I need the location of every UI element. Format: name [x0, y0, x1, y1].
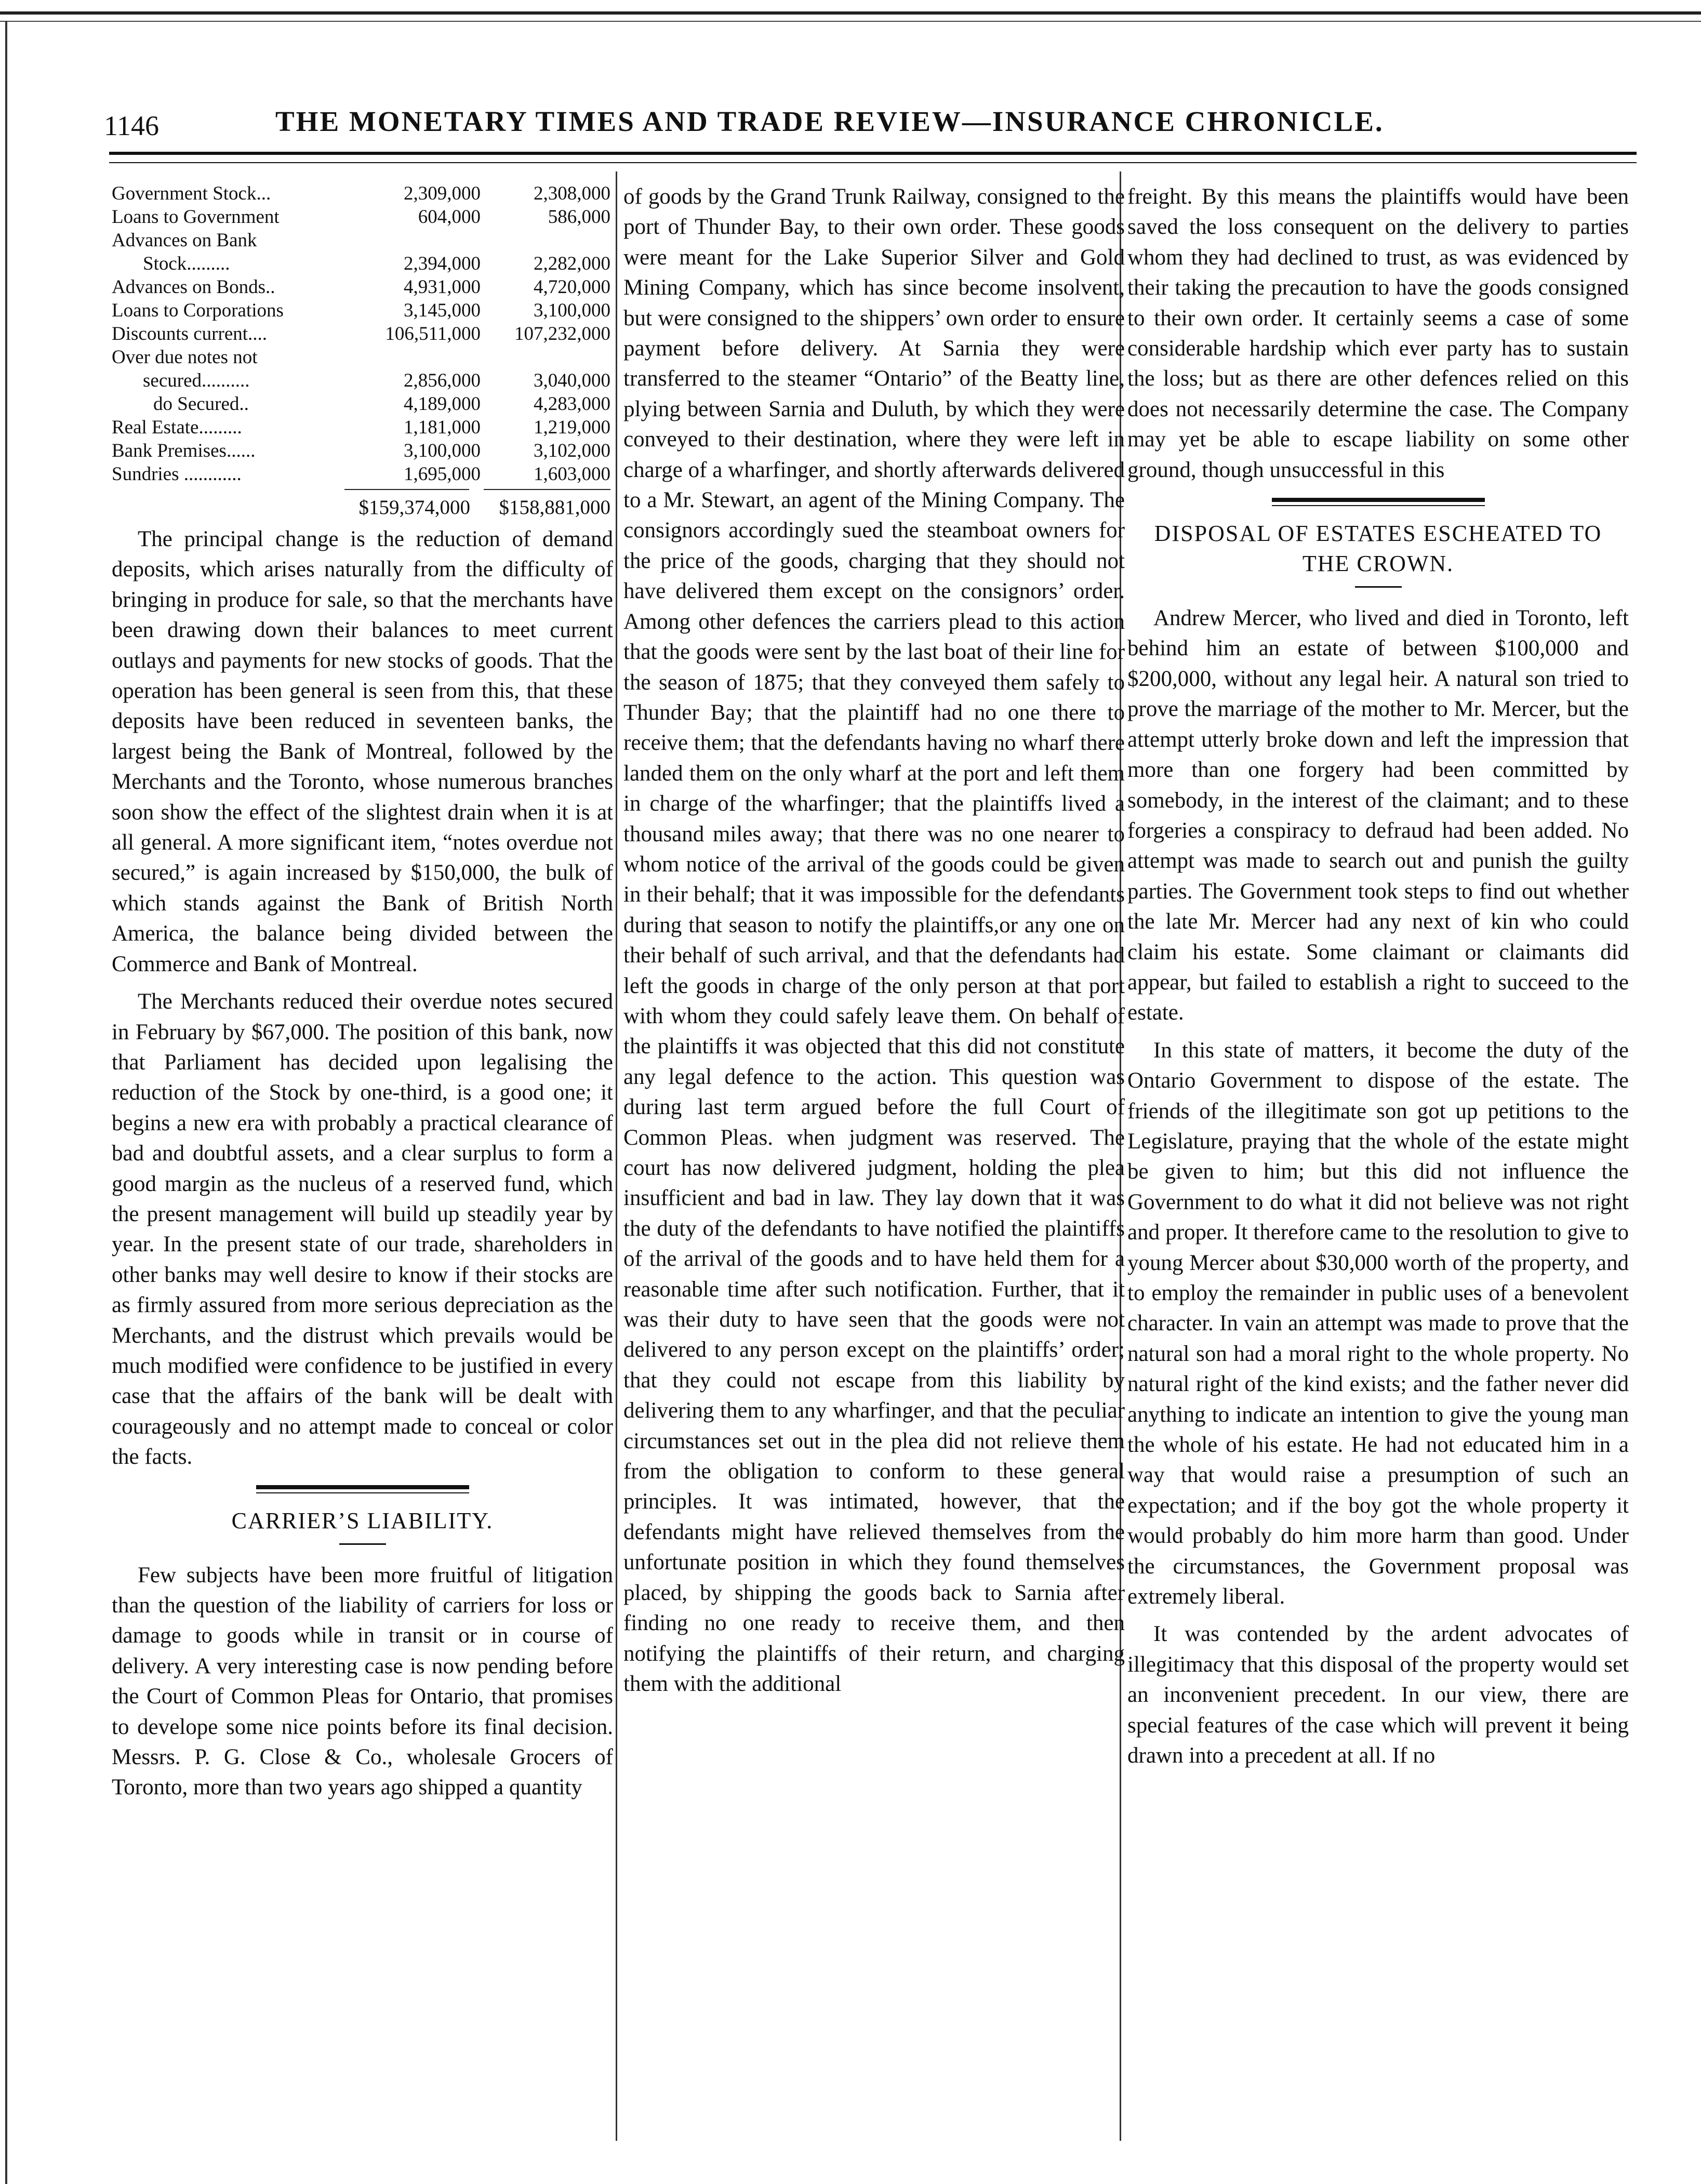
row-value-a: 4,931,000 [403, 276, 481, 298]
row-value-b [481, 346, 610, 369]
total-a: $159,374,000 [358, 496, 470, 519]
row-value-b: 586,000 [548, 206, 610, 228]
row-value-b: 1,603,000 [534, 464, 610, 485]
running-head: THE MONETARY TIMES AND TRADE REVIEW—INSURANCE CHRONICLE. [275, 105, 1384, 137]
section-heading: DISPOSAL OF ESTATES ESCHEATED TO THE CROWN. [1154, 521, 1602, 577]
bank-statement-table [112, 182, 610, 486]
table-row [112, 416, 610, 439]
heading-underline [1355, 586, 1402, 588]
row-label: Real Estate......... [112, 417, 242, 438]
table-row [112, 229, 610, 252]
section-rule-thick [256, 1485, 469, 1489]
row-value-a: 3,145,000 [403, 300, 481, 321]
sum-rule [344, 489, 469, 490]
row-value-a: 106,511,000 [385, 323, 481, 345]
table-row [112, 462, 610, 486]
section-rule-thin [256, 1492, 469, 1493]
section-divider [1127, 496, 1629, 511]
article-paragraph: It was contended by the ardent advocates of illegitimacy that this disposal of the property would set an inconvenient precedent. In our view, there are special features of the case which will prevent it being drawn into a precedent at all. If no [1127, 1622, 1629, 1768]
row-value-a [351, 229, 481, 252]
statement-totals [112, 493, 610, 522]
header-rule-thin [109, 162, 1637, 163]
table-row [112, 346, 610, 369]
section-rule-thin [1272, 505, 1485, 506]
header-rule-thick [109, 152, 1637, 155]
table-row [112, 369, 610, 392]
row-value-a: 2,309,000 [403, 183, 481, 204]
total-b: $158,881,000 [499, 496, 610, 519]
table-row [112, 182, 610, 205]
table-row [112, 275, 610, 299]
sum-rule [484, 489, 610, 490]
section-divider [112, 1483, 613, 1499]
article-paragraph: In this state of matters, it become the duty of the Ontario Government to dispose of the estate. The friends of the illegitimate son got up petitions to the Legislature, praying that the whole of the estate might be given to him; but this did not influence the Government to do what it did not believe was not right and proper. It therefore came to the resolution to give to young Mercer about $30,000 worth of the property, and to employ the remainder in public uses of a benevolent character. In vain an attempt was made to prove that the natural son had a moral right to the whole property. No natural right of the kind exists; and the father never did anything to indicate an intention to give the young man the whole of his estate. He had not educated him in a way that would raise a presumption of such an expectation; and if the boy got the whole property it would probably do him more harm than good. Under the circumstances, the Government proposal was extremely liberal. [1127, 1038, 1629, 1609]
row-value-a: 2,856,000 [403, 370, 481, 391]
row-label: Advances on Bonds.. [112, 276, 275, 298]
article-paragraph: freight. By this means the plaintiffs would have been saved the loss consequent on the delivery to parties whom they had declined to trust, as was evidenced by their taking the precaution to have the goods consigned to their own order. It certainly seems a case of some considerable hardship which ever party has to sustain the loss; but as there are other defences relied on this does not necessarily determine the case. The Company may yet be able to escape liability on some other ground, though unsuccessful in this [1127, 184, 1629, 482]
table-row [112, 392, 610, 416]
article-paragraph: of goods by the Grand Trunk Railway, consigned to the port of Thunder Bay, to their own order. These goods were meant for the Lake Superior Silver and Gold Mining Company, which has since become insolvent, but were consigned to the shippers’ own order to ensure payment before delivery. At Sarnia they were transferred to the steamer “Ontario” of the Beatty line, plying between Sarnia and Duluth, by which they were conveyed to their destination, where they were left in charge of a wharfinger, and shortly afterwards delivered to a Mr. Stewart, an agent of the Mining Company. The consignors accordingly sued the steamboat owners for the price of the goods, charging that they should not have delivered them except on the consignors’ order. Among other defences the carriers plead to this action that the goods were sent by the last boat of their line for the season of 1875; that they conveyed them safely to Thunder Bay; that the plaintiff had no one there to receive them; that the defendants having no wharf there landed them on the only wharf at the port and left them in charge of the wharfinger; that the plaintiffs lived a thousand miles away; that there was no one nearer to whom notice of the arrival of the goods could be given in their behalf; that it was impossible for the defendants during that season to notify the plaintiffs,or any one on their behalf of such arrival, and that the defendants had left the goods in charge of the only person at that port with whom they could safely leave them. On behalf of the plaintiffs it was objected that this did not constitute any legal defence to the action. This question was during last term argued before the full Court of Common Pleas. when judgment was reserved. The court has now delivered judgment, holding the plea insufficient and bad in law. They lay down that it was the duty of the defendants to have notified the plaintiffs of the arrival of the goods and to have held them for a reasonable time after such notification. Further, that it was their duty to have seen that the goods were not delivered to any person except on the plaintiffs’ order; that they could not escape from this liability by delivering them to any wharfinger, and that the peculiar circumstances set out in the plea did not relieve them from the obligation to conform to these general principles. It was intimated, however, that the defendants might have relieved themselves from the unfortunate position in which they found themselves placed, by shipping the goods back to Sarnia after finding no one ready to receive them, and then notifying the plaintiffs of their return, and charging them with the additional [623, 184, 1125, 1696]
row-value-b: 2,308,000 [534, 183, 610, 204]
row-value-b: 107,232,000 [514, 323, 610, 345]
sum-rules [112, 486, 610, 493]
row-label: Sundries ............ [112, 464, 242, 485]
article-paragraph: The principal change is the reduction of demand deposits, which arises naturally from the difficulty of bringing in produce for sale, so that the merchants have been drawing down their balances to meet current outlays and payments for new stocks of goods. That the operation has been general is seen from this, that these deposits have been reduced in seventeen banks, the largest being the Bank of Montreal, followed by the Merchants and the Toronto, whose numerous branches soon show the effect of the slightest drain when it is at all general. A more significant item, “notes overdue not secured,” is again increased by $150,000, the bulk of which stands against the Bank of British North America, the balance being divided between the Commerce and Bank of Montreal. [112, 527, 613, 976]
heading-underline [339, 1543, 386, 1545]
row-label: Bank Premises...... [112, 440, 256, 461]
article-paragraph: Few subjects have been more fruitful of litigation than the question of the liability of carriers for loss or damage to goods while in transit or in course of delivery. A very interesting case is now pending before the Court of Common Pleas for Ontario, that promises to develope some nice points before its final decision. Messrs. P. G. Close & Co., wholesale Grocers of Toronto, more than two years ago shipped a quantity [112, 1563, 613, 1800]
row-label: secured.......... [143, 370, 250, 391]
table-row [112, 322, 610, 346]
row-label: Advances on Bank [112, 230, 257, 251]
row-value-a: 1,181,000 [403, 417, 481, 438]
section-rule-thick [1272, 498, 1485, 502]
left-border-rule [5, 21, 7, 2184]
section-heading: CARRIER’S LIABILITY. [231, 1507, 494, 1533]
column-1 [112, 182, 613, 1803]
article-paragraph: Andrew Mercer, who lived and died in Toronto, left behind him an estate of between $100,000 and $200,000, without any legal heir. A natural son tried to prove the marriage of the mother to Mr. Mercer, but the attempt utterly broke down and left the impression that more than one forgery had been committed by somebody, in the interest of the claimant; and to these forgeries a conspiracy to defraud had been added. No attempt was made to search out and punish the guilty parties. The Government took steps to find out whether the late Mr. Mercer had any next of kin who could claim his estate. Some claimant or claimants did appear, but failed to establish a right to succeed to the estate. [1127, 606, 1629, 1025]
column-3 [1127, 182, 1629, 1771]
table-row [112, 299, 610, 322]
row-label: do Secured.. [153, 393, 249, 415]
row-label: Loans to Government [112, 206, 280, 228]
row-label: Discounts current.... [112, 323, 268, 345]
page-number: 1146 [104, 110, 159, 141]
table-row [112, 205, 610, 229]
row-value-a [351, 346, 481, 369]
row-value-b: 4,720,000 [534, 276, 610, 298]
row-value-a: 3,100,000 [403, 440, 481, 461]
column-divider [616, 171, 617, 2141]
row-label: Loans to Corporations [112, 300, 284, 321]
row-value-a: 604,000 [418, 206, 481, 228]
table-row [112, 252, 610, 275]
row-label: Government Stock... [112, 183, 271, 204]
row-value-b: 3,100,000 [534, 300, 610, 321]
row-value-a: 4,189,000 [403, 393, 481, 415]
row-value-a: 1,695,000 [403, 464, 481, 485]
row-value-b: 2,282,000 [534, 253, 610, 274]
row-value-b: 3,040,000 [534, 370, 610, 391]
row-value-b: 3,102,000 [534, 440, 610, 461]
row-label: Stock......... [143, 253, 230, 274]
row-label: Over due notes not [112, 347, 258, 368]
row-value-b: 4,283,000 [534, 393, 610, 415]
top-border-rule-thin [0, 21, 1701, 22]
table-row [112, 439, 610, 462]
row-value-a: 2,394,000 [403, 253, 481, 274]
row-value-b [481, 229, 610, 252]
row-value-b: 1,219,000 [534, 417, 610, 438]
top-border-rule [0, 11, 1701, 15]
article-paragraph: The Merchants reduced their overdue notes secured in February by $67,000. The position of this bank, now that Parliament has decided upon legalising the reduction of the Stock by one-third, is a good one; it begins a new era with probably a practical clearance of bad and doubtful assets, and a clear surplus to form a good margin as the nucleus of a reserved fund, which the present management will build up steadily year by year. In the present state of our trade, shareholders in other banks may well desire to know if their stocks are as firmly assured from more serious depreciation as the Merchants, and the distrust which prevails would be much modified were confidence to be justified in every case that the affairs of the bank will be dealt with courageously and no attempt made to conceal or color the facts. [112, 989, 613, 1470]
column-2 [623, 182, 1125, 1699]
